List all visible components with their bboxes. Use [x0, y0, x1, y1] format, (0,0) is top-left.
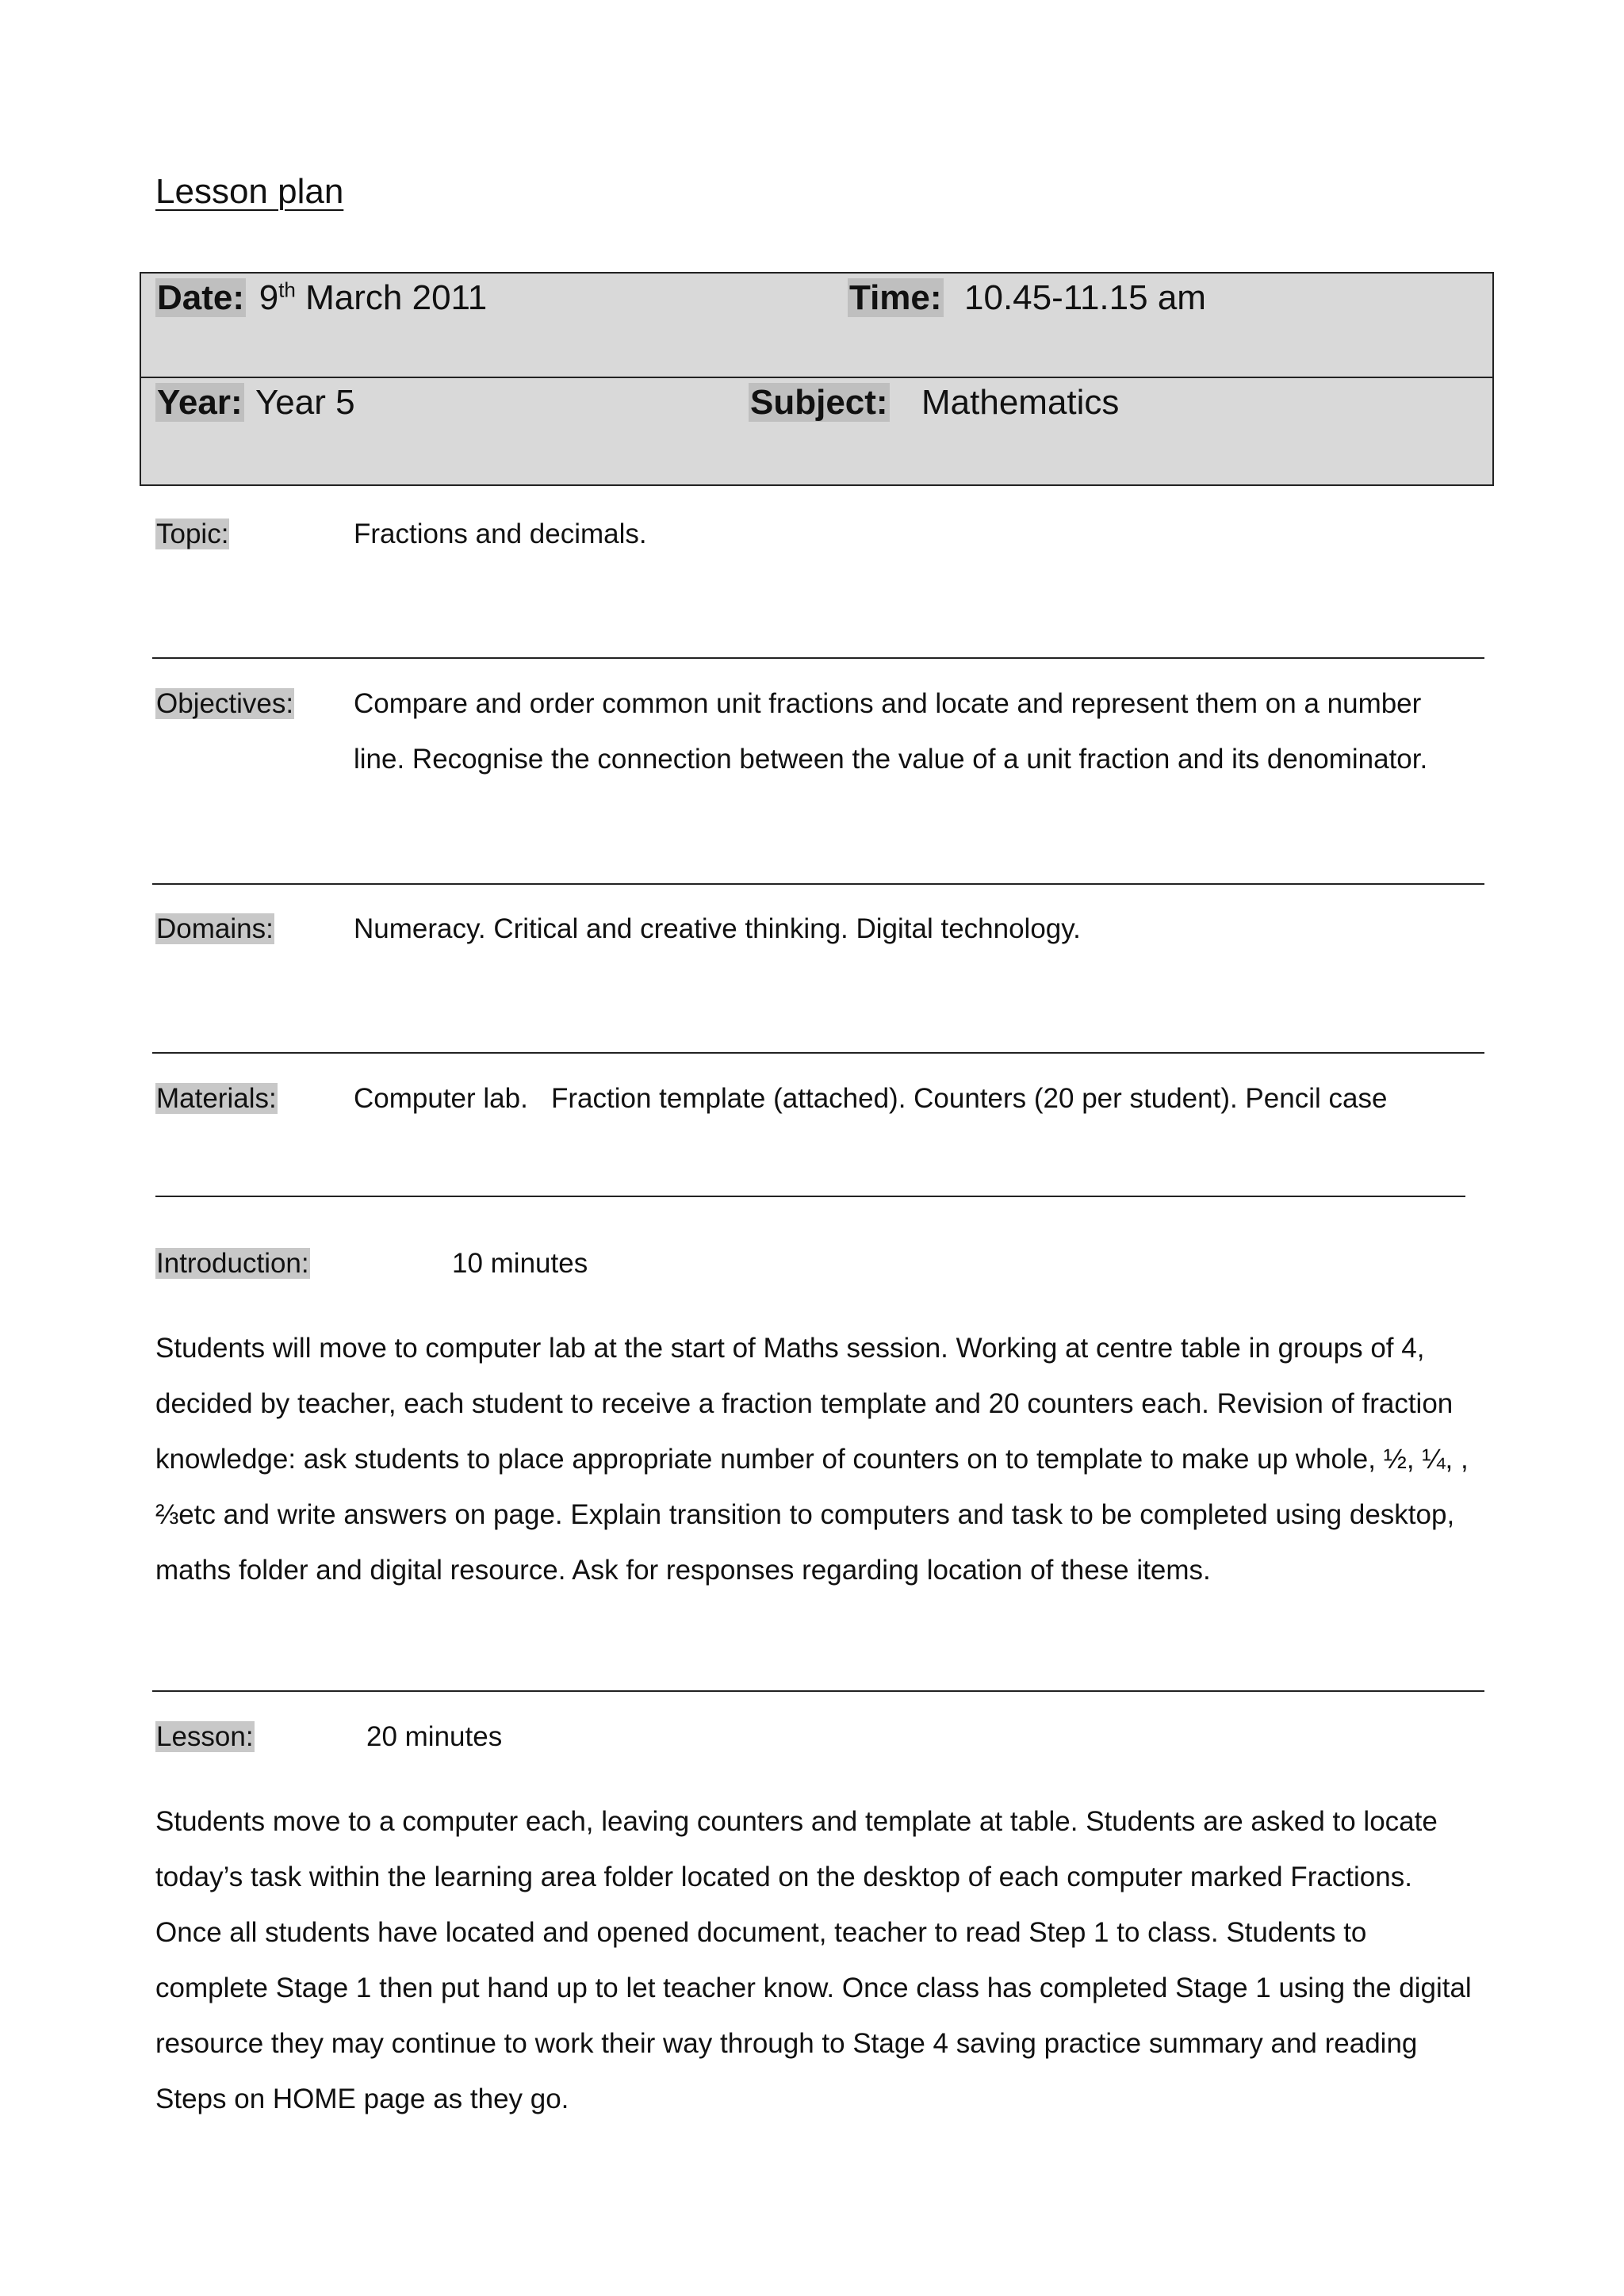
year-cell: [155, 384, 244, 422]
objectives-row: [155, 688, 294, 720]
domains-value: Numeracy. Critical and creative thinking. Digital technology.: [354, 913, 1081, 944]
date-day: 9: [259, 278, 279, 317]
time-cell: [848, 279, 944, 317]
date-suffix: th: [278, 277, 296, 302]
divider-rule: [152, 657, 1484, 659]
year-value: Year 5: [255, 383, 355, 422]
lesson-line: Steps on HOME page as they go.: [155, 2084, 569, 2114]
introduction-duration: 10 minutes: [452, 1248, 588, 1279]
date-value: [249, 278, 487, 317]
introduction-label: Introduction:: [156, 1248, 309, 1279]
materials-value: Computer lab. Fraction template (attached). Counters (20 per student). Pencil case: [354, 1083, 1388, 1114]
divider-rule: [152, 1690, 1484, 1692]
lesson-line: complete Stage 1 then put hand up to let teacher know. Once class has completed Stage 1 using the digital: [155, 1973, 1472, 2003]
lesson-row: [155, 1721, 255, 1753]
topic-label: Topic:: [156, 519, 229, 549]
domains-row: [155, 913, 274, 945]
time-value: 10.45-11.15 am: [964, 278, 1206, 317]
domains-label: Domains:: [156, 913, 274, 944]
lesson-label: Lesson:: [156, 1721, 254, 1752]
divider-rule: [152, 1052, 1484, 1054]
subject-label: Subject:: [750, 383, 888, 422]
introduction-paragraph: [155, 1321, 1503, 1598]
introduction-line: ⅔etc and write answers on page. Explain transition to computers and task to be completed using desktop,: [155, 1499, 1455, 1530]
lesson-line: Once all students have located and opened document, teacher to read Step 1 to class. Students to: [155, 1917, 1367, 1948]
objectives-label: Objectives:: [156, 688, 294, 719]
date-rest: March 2011: [305, 278, 488, 317]
lesson-duration: 20 minutes: [366, 1721, 503, 1752]
objectives-line-1: Compare and order common unit fractions and locate and represent them on a number: [354, 688, 1422, 719]
materials-label: Materials:: [156, 1083, 277, 1114]
materials-row: [155, 1083, 278, 1115]
lesson-line: Students move to a computer each, leaving counters and template at table. Students are asked to locate: [155, 1806, 1438, 1837]
divider-rule: [155, 1196, 1465, 1197]
introduction-line: decided by teacher, each student to receive a fraction template and 20 counters each. Revision of fraction: [155, 1388, 1454, 1419]
lesson-line: today’s task within the learning area folder located on the desktop of each computer marked Fractions.: [155, 1862, 1412, 1892]
lesson-line: resource they may continue to work their way through to Stage 4 saving practice summary and reading: [155, 2028, 1418, 2059]
introduction-line: Students will move to computer lab at the start of Maths session. Working at centre table in groups of 4,: [155, 1333, 1425, 1364]
objectives-line-2: line. Recognise the connection between the value of a unit fraction and its denominator.: [354, 744, 1428, 775]
date-cell: [155, 279, 487, 317]
introduction-line: knowledge: ask students to place appropriate number of counters on to template to make up whole, ½, ¼, ,: [155, 1444, 1469, 1475]
header-divider: [140, 377, 1494, 378]
subject-cell: [749, 384, 890, 422]
topic-row: [155, 519, 229, 550]
year-label: Year:: [157, 383, 243, 422]
introduction-line: maths folder and digital resource. Ask for responses regarding location of these items.: [155, 1555, 1211, 1586]
subject-value: Mathematics: [921, 383, 1120, 422]
lesson-paragraph: [155, 1794, 1503, 2127]
topic-value: Fractions and decimals.: [354, 519, 647, 549]
introduction-row: [155, 1248, 310, 1280]
time-label: Time:: [849, 278, 942, 317]
date-label: Date:: [157, 278, 245, 317]
divider-rule: [152, 883, 1484, 885]
document-title: Lesson plan: [155, 172, 344, 211]
